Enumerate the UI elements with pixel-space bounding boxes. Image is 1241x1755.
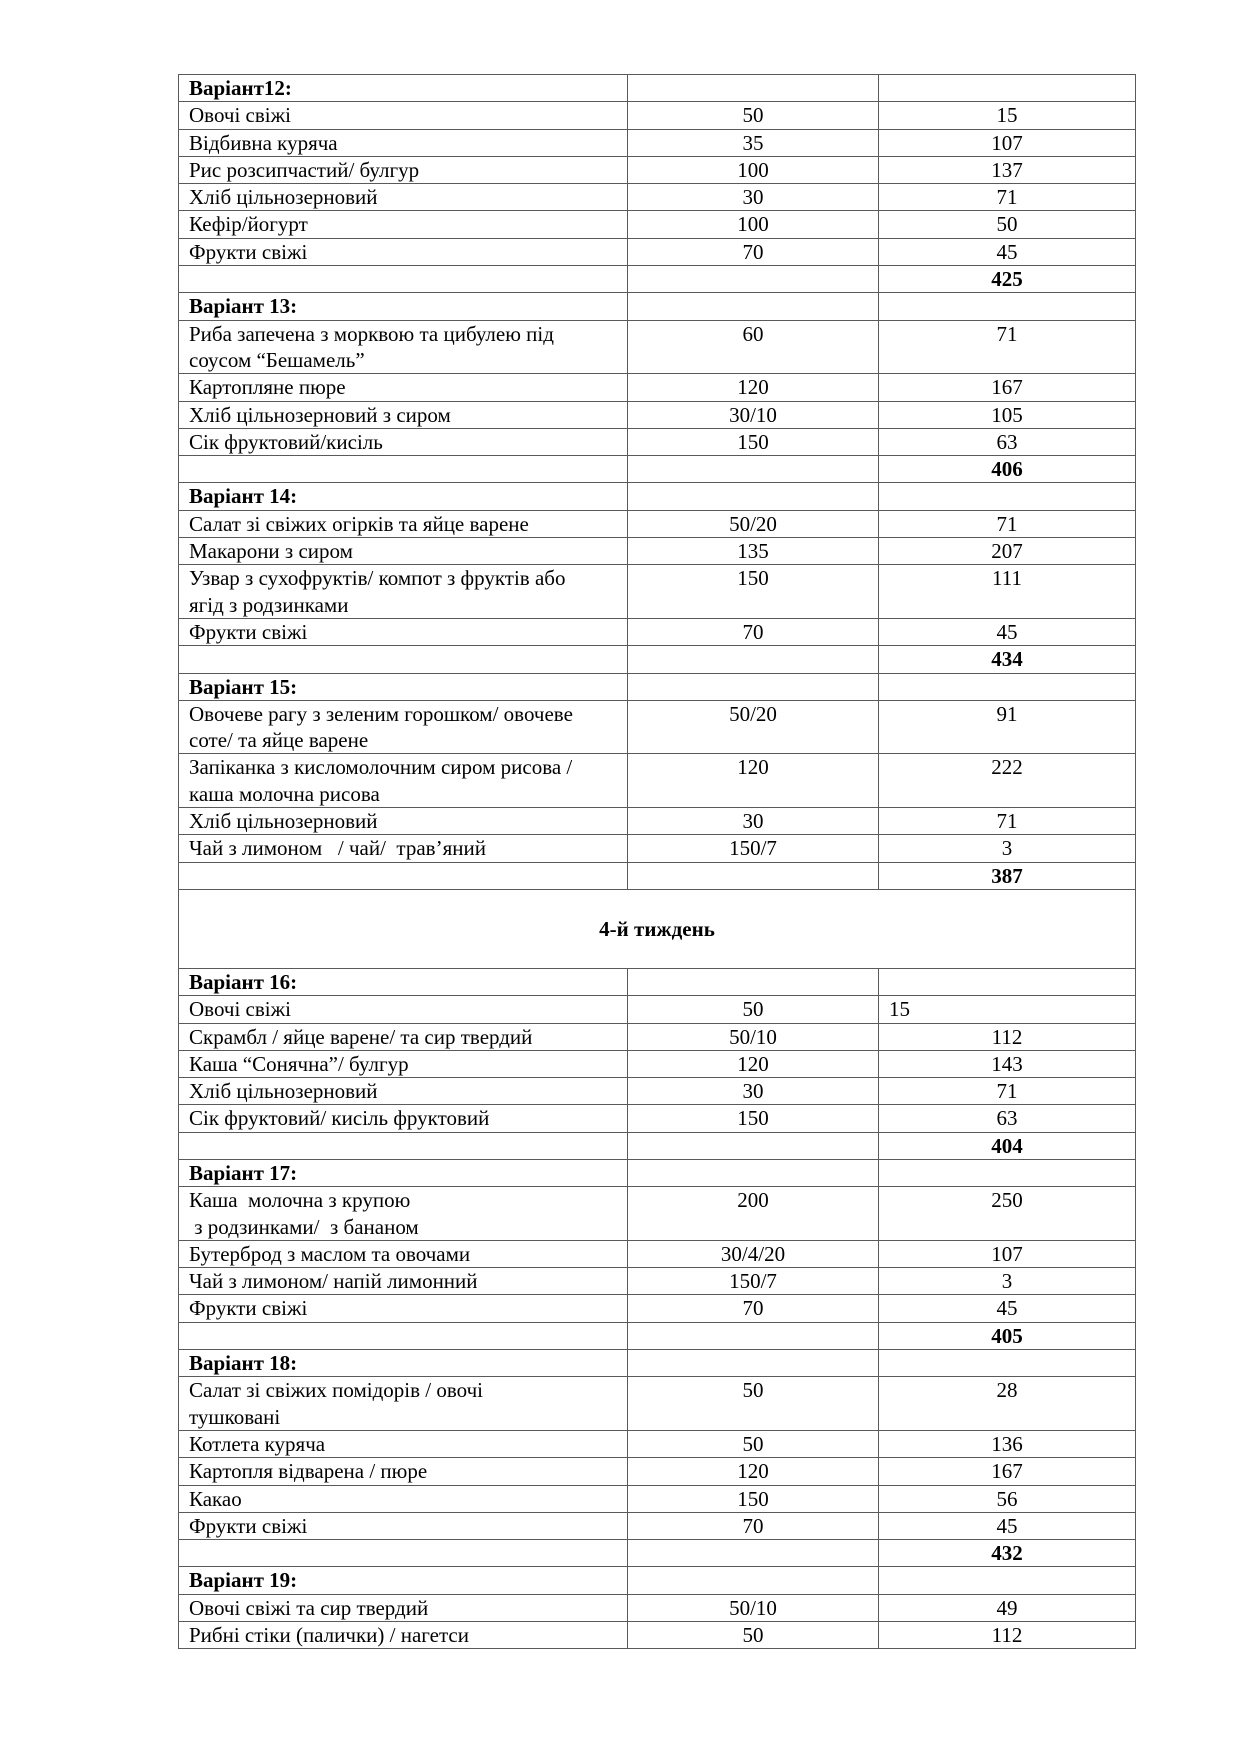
dish-kcal: 136 (879, 1430, 1136, 1457)
total-row (179, 862, 1136, 889)
dish-weight: 150 (628, 565, 879, 619)
total-row (179, 1322, 1136, 1349)
dish-weight: 135 (628, 538, 879, 565)
total-row (179, 1132, 1136, 1159)
table-row (179, 538, 1136, 565)
dish-name: Рис розсипчастий/ булгур (179, 156, 628, 183)
dish-name: Чай з лимоном/ напій лимонний (179, 1268, 628, 1295)
table-row (179, 238, 1136, 265)
dish-weight: 50 (628, 1377, 879, 1431)
table-row (179, 1023, 1136, 1050)
dish-kcal: 137 (879, 156, 1136, 183)
dish-name: Какао (179, 1485, 628, 1512)
dish-weight: 70 (628, 238, 879, 265)
dish-weight: 50/10 (628, 1594, 879, 1621)
dish-weight: 30/10 (628, 401, 879, 428)
dish-kcal: 15 (879, 102, 1136, 129)
table-row (179, 1458, 1136, 1485)
dish-weight: 50 (628, 996, 879, 1023)
dish-kcal: 105 (879, 401, 1136, 428)
dish-weight: 150/7 (628, 835, 879, 862)
table-row (179, 129, 1136, 156)
dish-name: Хліб цільнозерновий (179, 1078, 628, 1105)
dish-name: Сік фруктовий/ кисіль фруктовий (179, 1105, 628, 1132)
variant-header-row (179, 673, 1136, 700)
table-row (179, 1485, 1136, 1512)
variant-title: Варіант 15: (179, 673, 628, 700)
table-row (179, 156, 1136, 183)
table-row (179, 1622, 1136, 1649)
week-header-row (179, 889, 1136, 968)
dish-weight: 70 (628, 618, 879, 645)
dish-name: Скрамбл / яйце варене/ та сир твердий (179, 1023, 628, 1050)
variant-title: Варіант 19: (179, 1567, 628, 1594)
dish-name: Картопляне пюре (179, 374, 628, 401)
variant-title: Варіант 18: (179, 1350, 628, 1377)
table-row (179, 320, 1136, 374)
dish-name: Рибні стіки (палички) / нагетси (179, 1622, 628, 1649)
dish-name: Запіканка з кисломолочним сиром рисова / каша молочна рисова (179, 754, 628, 808)
table-row (179, 1268, 1136, 1295)
dish-weight: 70 (628, 1512, 879, 1539)
dish-weight: 60 (628, 320, 879, 374)
dish-weight: 50 (628, 102, 879, 129)
table-row (179, 102, 1136, 129)
variant-header-row (179, 968, 1136, 995)
table-row (179, 211, 1136, 238)
total-kcal: 387 (879, 862, 1136, 889)
dish-kcal: 71 (879, 510, 1136, 537)
variant-title: Варіант 17: (179, 1159, 628, 1186)
table-row (179, 1295, 1136, 1322)
table-row (179, 428, 1136, 455)
dish-weight: 150 (628, 428, 879, 455)
total-row (179, 266, 1136, 293)
dish-name: Картопля відварена / пюре (179, 1458, 628, 1485)
table-row (179, 754, 1136, 808)
table-row (179, 996, 1136, 1023)
dish-kcal: 50 (879, 211, 1136, 238)
dish-kcal: 56 (879, 1485, 1136, 1512)
dish-weight: 150 (628, 1105, 879, 1132)
dish-name: Сік фруктовий/кисіль (179, 428, 628, 455)
variant-title: Варіант 14: (179, 483, 628, 510)
variant-header-row (179, 1567, 1136, 1594)
dish-kcal: 63 (879, 1105, 1136, 1132)
dish-weight: 70 (628, 1295, 879, 1322)
dish-name: Овочеве рагу з зеленим горошком/ овочеве соте/ та яйце варене (179, 700, 628, 754)
total-kcal: 406 (879, 456, 1136, 483)
variant-title: Варіант 16: (179, 968, 628, 995)
dish-weight: 50/10 (628, 1023, 879, 1050)
dish-name: Овочі свіжі та сир твердий (179, 1594, 628, 1621)
dish-kcal: 28 (879, 1377, 1136, 1431)
table-row (179, 1078, 1136, 1105)
dish-weight: 50 (628, 1622, 879, 1649)
dish-kcal: 49 (879, 1594, 1136, 1621)
dish-weight: 100 (628, 211, 879, 238)
dish-name: Узвар з сухофруктів/ компот з фруктів або ягід з родзинками (179, 565, 628, 619)
dish-kcal: 45 (879, 1295, 1136, 1322)
dish-kcal: 3 (879, 1268, 1136, 1295)
table-row (179, 1050, 1136, 1077)
dish-name: Овочі свіжі (179, 996, 628, 1023)
dish-name: Хліб цільнозерновий з сиром (179, 401, 628, 428)
dish-name: Бутерброд з маслом та овочами (179, 1240, 628, 1267)
dish-weight: 30 (628, 184, 879, 211)
dish-kcal: 167 (879, 1458, 1136, 1485)
dish-weight: 50/20 (628, 510, 879, 537)
variant-title: Варіант 13: (179, 293, 628, 320)
dish-name: Каша молочна з крупою з родзинками/ з бананом (179, 1187, 628, 1241)
dish-name: Овочі свіжі (179, 102, 628, 129)
total-kcal: 425 (879, 266, 1136, 293)
dish-name: Макарони з сиром (179, 538, 628, 565)
table-row (179, 1594, 1136, 1621)
dish-name: Чай з лимоном / чай/ трав’яний (179, 835, 628, 862)
table-row (179, 835, 1136, 862)
total-row (179, 646, 1136, 673)
table-row (179, 808, 1136, 835)
dish-name: Фрукти свіжі (179, 1512, 628, 1539)
variant-header-row (179, 1350, 1136, 1377)
menu-table (178, 74, 1136, 1649)
dish-weight: 50 (628, 1430, 879, 1457)
dish-name: Кефір/йогурт (179, 211, 628, 238)
table-row (179, 401, 1136, 428)
table-row (179, 184, 1136, 211)
dish-kcal: 167 (879, 374, 1136, 401)
dish-weight: 30/4/20 (628, 1240, 879, 1267)
dish-name: Фрукти свіжі (179, 1295, 628, 1322)
variant-header-row (179, 483, 1136, 510)
variant-header-row (179, 1159, 1136, 1186)
dish-kcal: 112 (879, 1023, 1136, 1050)
dish-kcal: 45 (879, 238, 1136, 265)
dish-name: Відбивна куряча (179, 129, 628, 156)
total-kcal: 434 (879, 646, 1136, 673)
dish-kcal: 222 (879, 754, 1136, 808)
table-row (179, 1187, 1136, 1241)
dish-kcal: 207 (879, 538, 1136, 565)
dish-name: Хліб цільнозерновий (179, 184, 628, 211)
dish-kcal: 45 (879, 618, 1136, 645)
dish-name: Риба запечена з морквою та цибулею під соусом “Бешамель” (179, 320, 628, 374)
dish-kcal: 63 (879, 428, 1136, 455)
dish-kcal: 71 (879, 1078, 1136, 1105)
dish-weight: 120 (628, 1458, 879, 1485)
table-row (179, 565, 1136, 619)
dish-name: Салат зі свіжих огірків та яйце варене (179, 510, 628, 537)
dish-weight: 120 (628, 374, 879, 401)
variant-header-row (179, 293, 1136, 320)
table-row (179, 1512, 1136, 1539)
table-row (179, 1240, 1136, 1267)
document-page (178, 74, 1135, 1649)
dish-name: Котлета куряча (179, 1430, 628, 1457)
table-row (179, 374, 1136, 401)
table-row (179, 1377, 1136, 1431)
variant-header-row (179, 75, 1136, 102)
dish-kcal: 143 (879, 1050, 1136, 1077)
variant-title: Варіант12: (179, 75, 628, 102)
dish-kcal: 111 (879, 565, 1136, 619)
dish-kcal: 3 (879, 835, 1136, 862)
dish-name: Хліб цільнозерновий (179, 808, 628, 835)
dish-weight: 120 (628, 1050, 879, 1077)
table-row (179, 700, 1136, 754)
dish-kcal: 71 (879, 320, 1136, 374)
dish-weight: 100 (628, 156, 879, 183)
dish-weight: 50/20 (628, 700, 879, 754)
dish-weight: 150 (628, 1485, 879, 1512)
dish-kcal: 71 (879, 184, 1136, 211)
table-row (179, 1430, 1136, 1457)
dish-kcal: 71 (879, 808, 1136, 835)
total-kcal: 404 (879, 1132, 1136, 1159)
dish-kcal: 91 (879, 700, 1136, 754)
table-row (179, 618, 1136, 645)
dish-kcal: 250 (879, 1187, 1136, 1241)
table-row (179, 510, 1136, 537)
dish-weight: 30 (628, 1078, 879, 1105)
dish-weight: 200 (628, 1187, 879, 1241)
dish-kcal: 45 (879, 1512, 1136, 1539)
total-kcal: 405 (879, 1322, 1136, 1349)
dish-name: Салат зі свіжих помідорів / овочі тушковані (179, 1377, 628, 1431)
dish-kcal: 112 (879, 1622, 1136, 1649)
dish-kcal: 107 (879, 129, 1136, 156)
dish-weight: 35 (628, 129, 879, 156)
dish-name: Фрукти свіжі (179, 618, 628, 645)
total-row (179, 456, 1136, 483)
dish-weight: 150/7 (628, 1268, 879, 1295)
total-row (179, 1540, 1136, 1567)
dish-kcal: 15 (879, 996, 1136, 1023)
dish-weight: 120 (628, 754, 879, 808)
dish-name: Фрукти свіжі (179, 238, 628, 265)
total-kcal: 432 (879, 1540, 1136, 1567)
dish-name: Каша “Сонячна”/ булгур (179, 1050, 628, 1077)
week-title: 4-й тиждень (179, 889, 1136, 968)
table-row (179, 1105, 1136, 1132)
dish-weight: 30 (628, 808, 879, 835)
dish-kcal: 107 (879, 1240, 1136, 1267)
